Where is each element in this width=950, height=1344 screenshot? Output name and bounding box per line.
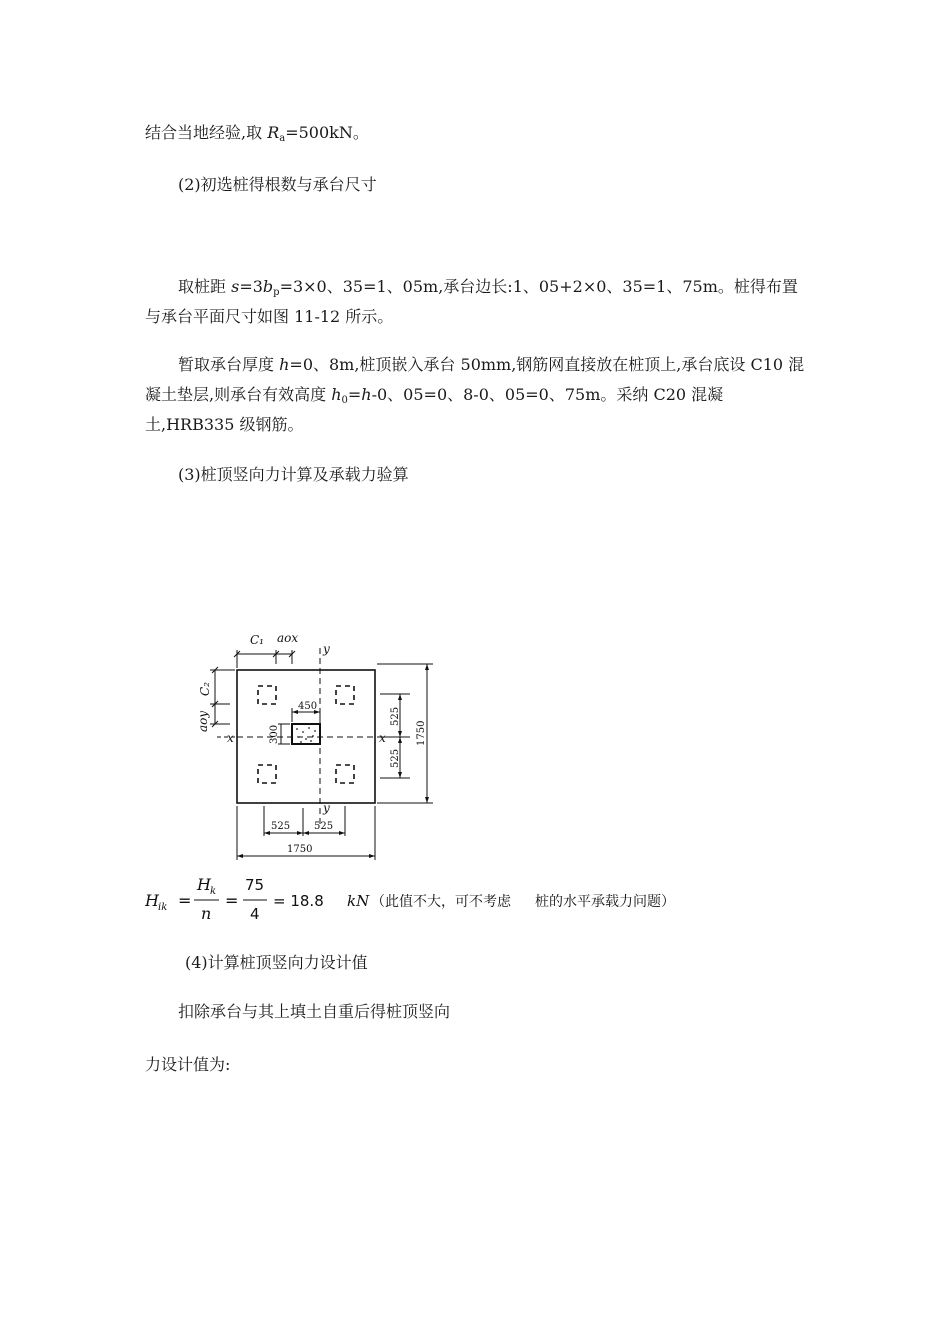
text: =3 (239, 277, 263, 296)
heading-2: (2)初选桩得根数与承台尺寸 (178, 175, 377, 194)
svg-text:=: = (178, 891, 192, 910)
subscript: p (273, 287, 280, 298)
pile-cap-plan-diagram (195, 628, 455, 868)
paragraph-ra (145, 118, 805, 148)
label-1750-bottom: 1750 (287, 844, 313, 855)
formula-note: （此值不大，可不考虑 (371, 894, 511, 910)
label-1750-right: 1750 (416, 720, 427, 746)
formula-unit: kN (347, 892, 370, 910)
label-525-lower: 525 (390, 748, 401, 768)
label-y-bottom: y (323, 801, 330, 815)
formula-numerator: H (197, 875, 211, 894)
label-450: 450 (298, 701, 318, 712)
label-aoy: aoy (196, 710, 210, 732)
label-525-right: 525 (314, 821, 334, 832)
text: =0、8m,桩顶嵌入承台 50mm,钢筋网直接放在桩顶上,承台底设 C10 混凝土垫层,则承台有效高度 (145, 355, 805, 404)
label-525-left: 525 (271, 821, 291, 832)
label-300: 300 (269, 724, 280, 744)
text: =500kN。 (285, 123, 369, 142)
text: 暂取承台厚度 (178, 355, 280, 374)
pile-top-left (258, 686, 276, 704)
symbol: s (231, 277, 240, 296)
formula-numerator-sub: k (210, 886, 217, 897)
subscript: 0 (341, 395, 348, 406)
svg-text:=: = (225, 891, 239, 910)
label-y-top: y (323, 642, 330, 656)
formula-numerator-value: 75 (245, 876, 265, 894)
symbol: h (361, 385, 372, 404)
symbol: h (279, 355, 290, 374)
label-525-upper: 525 (390, 706, 401, 726)
paragraph-design-value: 力设计值为: (145, 1055, 231, 1074)
text: 结合当地经验,取 (145, 123, 268, 142)
paragraph-pile-spacing (145, 272, 805, 332)
paragraph-deduct: 扣除承台与其上填土自重后得桩顶竖向 (178, 1002, 451, 1021)
formula-denominator-value: 4 (250, 905, 260, 923)
label-x-left: x (227, 731, 234, 745)
formula-lhs: H (145, 891, 159, 910)
symbol: b (262, 277, 274, 296)
formula-lhs-sub: ik (158, 902, 168, 913)
column (292, 724, 320, 744)
pile-bottom-left (258, 765, 276, 783)
pile-top-right (336, 686, 354, 704)
formula-denominator: n (201, 904, 212, 923)
heading-4: (4)计算桩顶竖向力设计值 (185, 953, 368, 972)
label-c2: C₂ (198, 682, 212, 696)
label-aox: aox (277, 631, 299, 645)
horizontal-force-formula (145, 872, 725, 932)
text: =3×0、35=1、05m,承台边长:1、05+2×0、35=1、75m。桩得布置与承台平面尺寸如图 11-12 所示。 (145, 277, 798, 326)
heading-3: (3)桩顶竖向力计算及承载力验算 (178, 465, 409, 484)
paragraph-cap-thickness (145, 350, 805, 440)
symbol: h (331, 385, 342, 404)
text: -0、05=0、8-0、05=0、75m。采纳 C20 混凝土,HRB335 级钢筋。 (145, 385, 724, 434)
subscript: a (279, 133, 286, 144)
label-x-right: x (379, 731, 386, 745)
label-c1: C₁ (250, 633, 264, 647)
formula-note-continued: 桩的水平承载力问题） (535, 894, 675, 910)
pile-bottom-right (336, 765, 354, 783)
text: = (347, 385, 362, 404)
formula-result: = 18.8 (273, 892, 324, 910)
text: 取桩距 (178, 277, 232, 296)
symbol: R (267, 123, 280, 142)
